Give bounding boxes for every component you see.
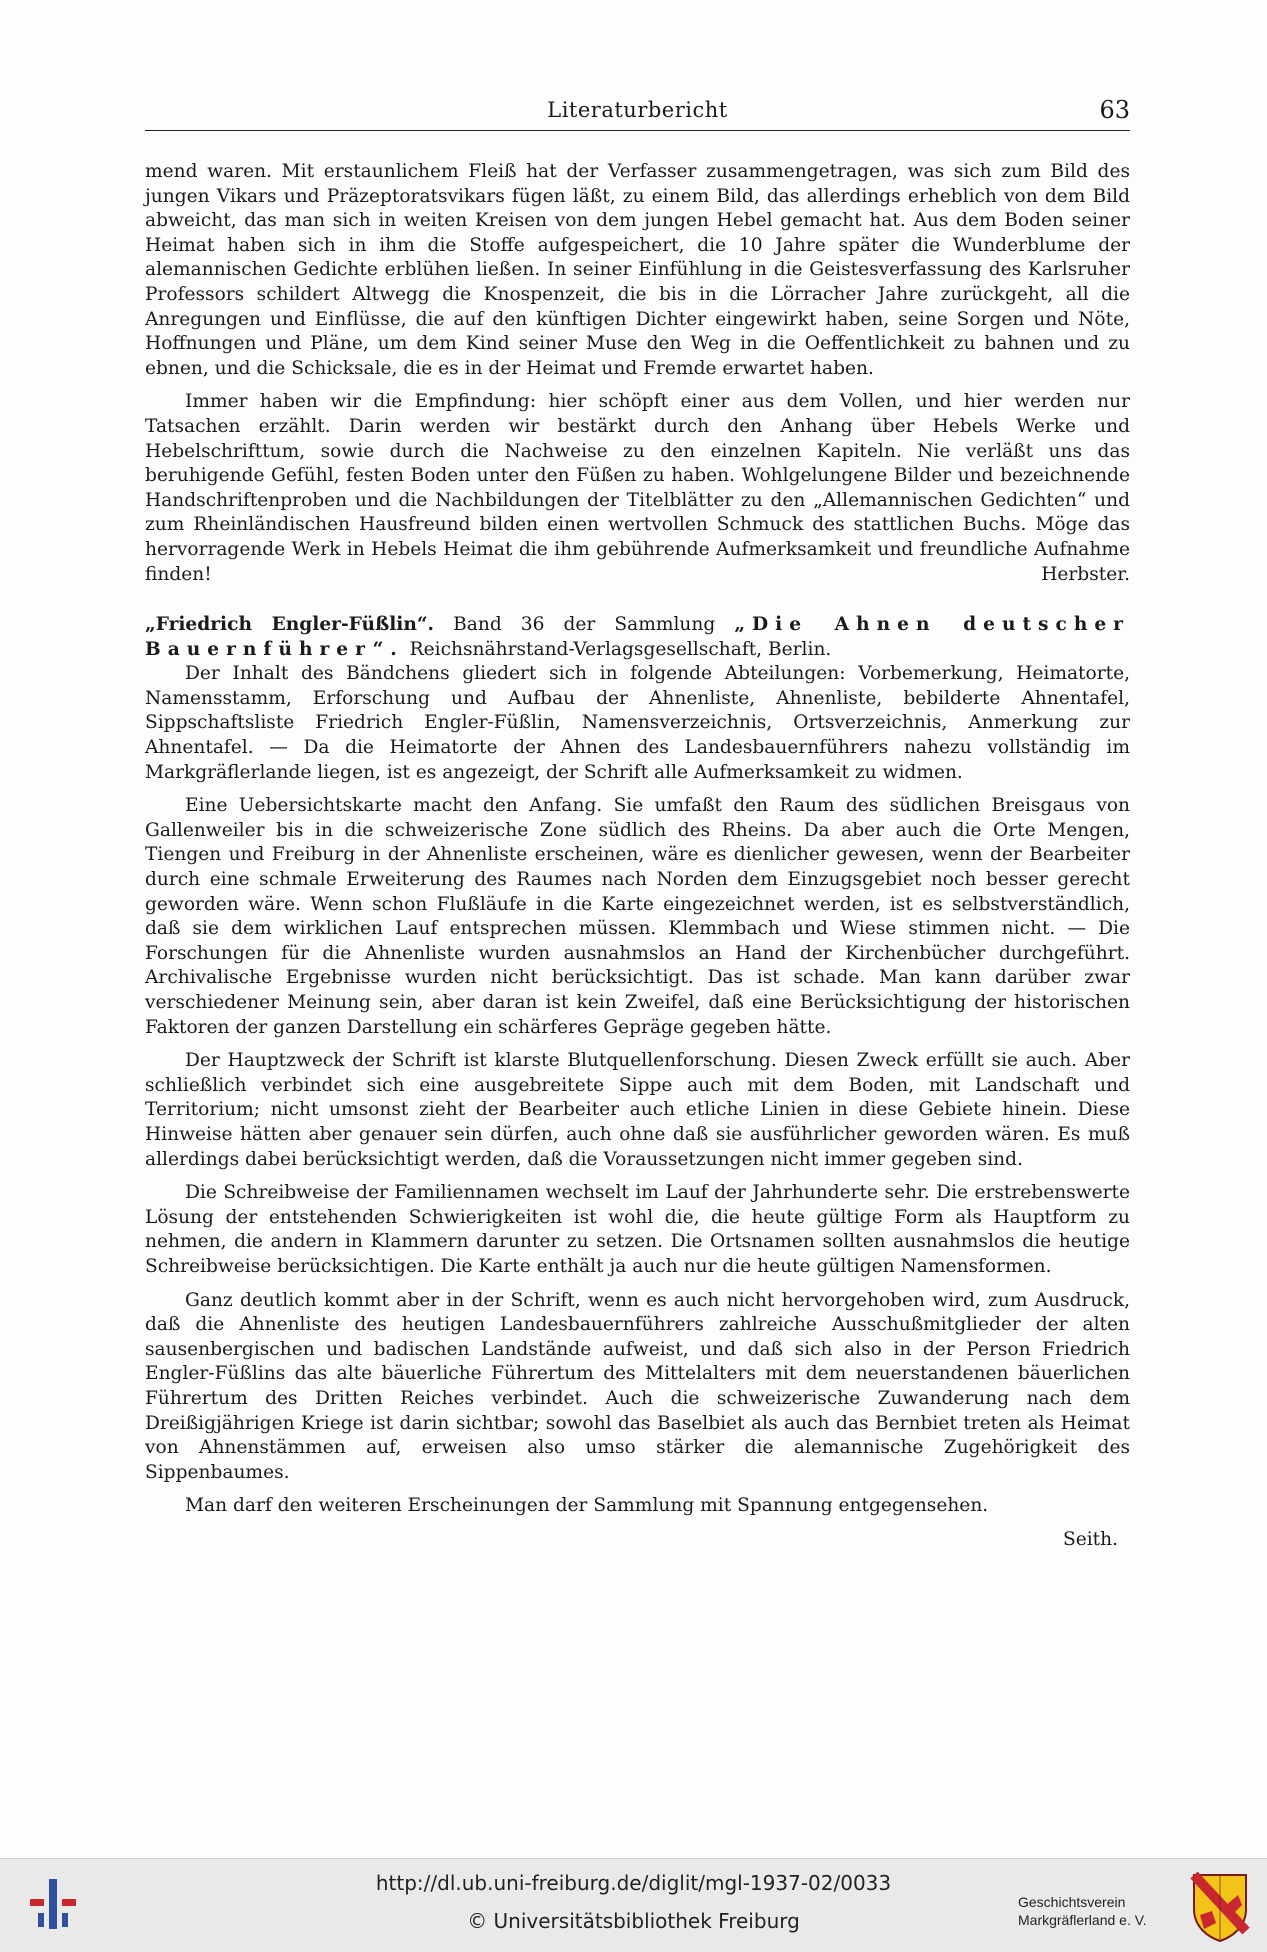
review2-paragraph-4: Die Schreibweise der Familiennamen wechselt im Lauf der Jahrhunderte sehr. Die erstrebenswerte Lösung der entstehenden Schwierigkeiten ist wohl die, die heute gültige Form als Hauptform zu nehmen, die andern in Klammern darunter zu setzen. Die Ortsnamen sollten ausnahmslos die heutige Schreibweise berücksichtigen. Die Karte enthält ja auch nur die heute gültigen Namensformen.: [145, 1182, 1130, 1277]
review2-heading: [145, 613, 1130, 662]
review1-paragraph-2-text: Immer haben wir die Empfindung: hier schöpft einer aus dem Vollen, und hier werden nur Tatsachen erzählt. Darin werden wir bestärkt durch den Anhang über Hebels Werke und Hebelschrifttum, sowie durch die Nachweise zu den einzelnen Kapiteln. Nie verläßt uns das beruhigende Gefühl, festen Boden unter den Füßen zu haben. Wohlgelungene Bilder und bezeichnende Handschriftenproben und die Nachbildungen der Titelblätter zu den „Allemannischen Gedichten“ und zum Rheinländischen Hausfreund bilden einen wertvollen Schmuck des stattlichen Buchs. Möge das hervorragende Werk in Hebels Heimat die ihm gebührende Aufmerksamkeit und freundliche Aufnahme finden!: [145, 391, 1130, 585]
review1-paragraph-1: mend waren. Mit erstaunlichem Fleiß hat der Verfasser zusammengetragen, was sich zum Bild des jungen Vikars und Präzeptoratsvikars fügen läßt, zu einem Bild, das allerdings erheblich von dem Bild abweicht, das man sich in weiten Kreisen von dem jungen Hebel gemacht hat. Aus dem Boden seiner Heimat haben sich in ihm die Stoffe aufgespeichert, die 10 Jahre später die Wunderblume der alemannischen Gedichte erblühen ließen. In seiner Einfühlung in die Geistesverfassung des Karlsruher Professors schildert Altwegg die Knospenzeit, die bis in die Lörracher Jahre zurückgeht, all die Anregungen und Einflüsse, die auf den künftigen Dichter eingewirkt haben, seine Sorgen und Nöte, Hoffnungen und Pläne, um dem Kind seiner Muse den Weg in die Oeffentlichkeit zu bahnen und zu ebnen, und die Schicksale, die es in der Heimat und Fremde erwartet haben.: [145, 161, 1130, 379]
review1-paragraph-2: [145, 390, 1130, 587]
society-name-line-2: Markgräflerland e. V.: [1018, 1912, 1147, 1928]
review2-paragraph-3: Der Hauptzweck der Schrift ist klarste Blutquellenforschung. Diesen Zweck erfüllt sie auch. Aber schließlich verbindet sich eine ausgebreitete Sippe auch mit dem Boden, mit Landschaft und Territorium; nicht umsonst zieht der Bearbeiter auch etliche Linien in diese Gebiete hinein. Diese Hinweise hätten aber genauer sein dürfen, auch ohne daß sie ausführlicher geworden wären. Es muß allerdings dabei berücksichtigt werden, daß die Voraussetzungen nicht immer gegeben sind.: [145, 1050, 1130, 1170]
review2-signature: Seith.: [1062, 1528, 1118, 1550]
review2-title: „Friedrich Engler-Füßlin“.: [145, 614, 435, 636]
review2-paragraph-5: Ganz deutlich kommt aber in der Schrift, wenn es auch nicht hervorgehoben wird, zum Ausdruck, daß die Ahnenliste des heutigen Landesbauernführers zahlreiche Ausschußmitglieder der alten sausenbergischen und badischen Landstände aufweist, und daß sich also in der Person Friedrich Engler-Füßlins das alte bäuerliche Führertum des Mittelalters mit dem neuerstandenen bäuerlichen Führertum des Dritten Reiches verbindet. Auch die schweizerische Zuwanderung nach dem Dreißigjährigen Kriege ist darin sichtbar; sowohl das Baselbiet als auch das Bernbiet treten als Heimat von Ahnenstämmen auf, erweisen also umso stärker die alemannische Zugehörigkeit des Sippenbaumes.: [145, 1289, 1130, 1483]
society-name: [1018, 1893, 1147, 1929]
review2-paragraph-2: Eine Uebersichtskarte macht den Anfang. Sie umfaßt den Raum des südlichen Breisgaus von Gallenweiler bis in die schweizerische Zone südlich des Rheins. Da aber auch die Orte Mengen, Tiengen und Freiburg in der Ahnenliste erscheinen, wäre es dienlicher gewesen, wenn der Bearbeiter durch eine schmale Erweiterung des Raumes nach Norden dem Einzugsgebiet noch besser gerecht geworden wäre. Wenn schon Flußläufe in die Karte eingezeichnet werden, ist es selbstverständlich, daß sie dem wirklichen Lauf entsprechen müssen. Klemmbach und Wiese stimmen nicht. — Die Forschungen für die Ahnenliste wurden ausnahmslos an Hand der Kirchenbücher durchgeführt. Archivalische Ergebnisse wurden nicht berücksichtigt. Das ist schade. Man kann darüber zwar verschiedener Meinung sein, aber daran ist kein Zweifel, daß eine Berücksichtigung der historischen Faktoren der ganzen Darstellung ein schärferes Gepräge gegeben hätte.: [145, 795, 1130, 1038]
review2-publisher: Reichsnährstand-Verlagsgesellschaft, Berlin.: [403, 638, 832, 660]
review2-paragraph-6: Man darf den weiteren Erscheinungen der Sammlung mit Spannung entgegensehen.: [185, 1495, 989, 1517]
body-text: [145, 160, 1130, 1552]
running-title: Literaturbericht: [547, 98, 728, 122]
society-name-line-1: Geschichtsverein: [1018, 1894, 1126, 1910]
review1-signature: Herbster.: [1041, 563, 1130, 585]
society-crest-icon: [1190, 1871, 1250, 1943]
permalink-url[interactable]: http://dl.ub.uni-freiburg.de/diglit/mgl-1937-02/0033: [375, 1871, 892, 1895]
review2-series-name: „Die Ahnen deutscher Bauernführer“.: [145, 614, 1130, 660]
running-head: [145, 96, 1130, 131]
page-number: 63: [1099, 96, 1130, 124]
copyright-notice: © Universitätsbibliothek Freiburg: [467, 1909, 800, 1933]
review2-title-rest: Band 36 der Sammlung: [434, 614, 735, 636]
viewer-footer: [0, 1858, 1267, 1952]
review2-paragraph-1: Der Inhalt des Bändchens gliedert sich in folgende Abteilungen: Vorbemerkung, Heimatorte, Namensstamm, Erforschung und Aufbau der Ahnenliste, Ahnenliste, bebilderte Ahnentafel, Sippschaftsliste Friedrich Engler-Füßlin, Namensverzeichnis, Ortsverzeichnis, Anmerkung zur Ahnentafel. — Da die Heimatorte der Ahnen des Landesbauernführers nahezu vollständig im Markgräflerlande liegen, ist es angezeigt, der Schrift alle Aufmerksamkeit zu widmen.: [145, 663, 1130, 783]
